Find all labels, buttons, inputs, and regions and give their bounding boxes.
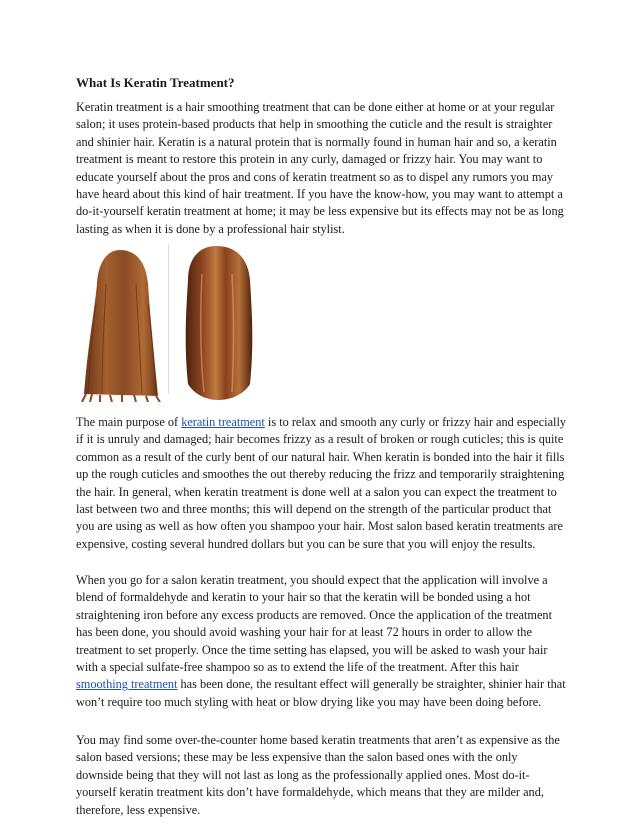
paragraph-purpose [76,414,566,553]
paragraph-intro: Keratin treatment is a hair smoothing treatment that can be done either at home or at your regular salon; it uses protein-based products that help in smoothing the cuticle and the result is straighter and shinier hair. Keratin is a natural protein that is normally found in human hair and so, a keratin treatment is meant to restore this protein in any curly, damaged or frizzy hair. You may want to educate yourself about the pros and cons of keratin treatment so as to dispel any rumors you may have heard about this kind of hair treatment. If you have the know-how, you may want to attempt a do-it-yourself keratin treatment at home; it may be less expensive but its effects may not be as long lasting as when it is done by a professional hair stylist. [76,100,564,236]
paragraph-salon [76,572,566,711]
keratin-treatment-link[interactable]: keratin treatment [181,415,265,429]
before-after-hair-photo [76,244,262,402]
smoothing-treatment-link[interactable]: smoothing treatment [76,677,178,692]
paragraph-purpose-end: is to relax and smooth any curly or frizzy hair and especially if it is unruly and damaged; hair becomes frizzy as a result of broken or rough cuticles; this is quite common as a result of the curly bent of our natural hair. When keratin is bonded into the hair it fills up the rough cuticles and smoothes the out thereby reducing the frizz and temporarily straightening the hair. In general, when keratin treatment is done well at a salon you can expect the treatment to last between two and three months; this will depend on the strength of the particular product that you are using as well as how often you shampoo your hair. Most salon based keratin treatments are expensive, costing several hundred dollars but you can be sure that you will enjoy the results. [76,415,567,551]
hair-after-shape [186,246,253,400]
paragraph-salon-end: has been done, the resultant effect will generally be straighter, shinier hair that won’t require too much styling with heat or blow drying like you may have been doing before. [76,677,566,709]
hair-before-shape [82,250,160,402]
paragraph-home-kits: You may find some over-the-counter home based keratin treatments that aren’t as expensive as the salon based versions; these may be less expensive than the salon based ones with the only downside being that they will not last as long as the professionally applied ones. Most do-it-yourself keratin treatment kits don’t have formaldehyde, which means that they are milder and, therefore, less expensive. [76,733,560,817]
paragraph-purpose-start: The main purpose of [76,415,182,429]
paragraph-salon-start: When you go for a salon keratin treatment, you should expect that the application will involve a blend of formaldehyde and keratin to your hair so that the keratin will be bonded using a hot straightening iron before any excess products are removed. Once the application of the treatment has been done, you should avoid washing your hair for at least 72 hours in order to allow the treatment to set properly. Once the time setting has elapsed, you will be asked to wash your hair with a special sulfate-free shampoo so as to extend the life of the treatment. After this hair [76,573,552,675]
photo-divider [168,244,169,394]
article-title: What Is Keratin Treatment? [76,75,235,90]
hair-illustration [76,244,262,402]
